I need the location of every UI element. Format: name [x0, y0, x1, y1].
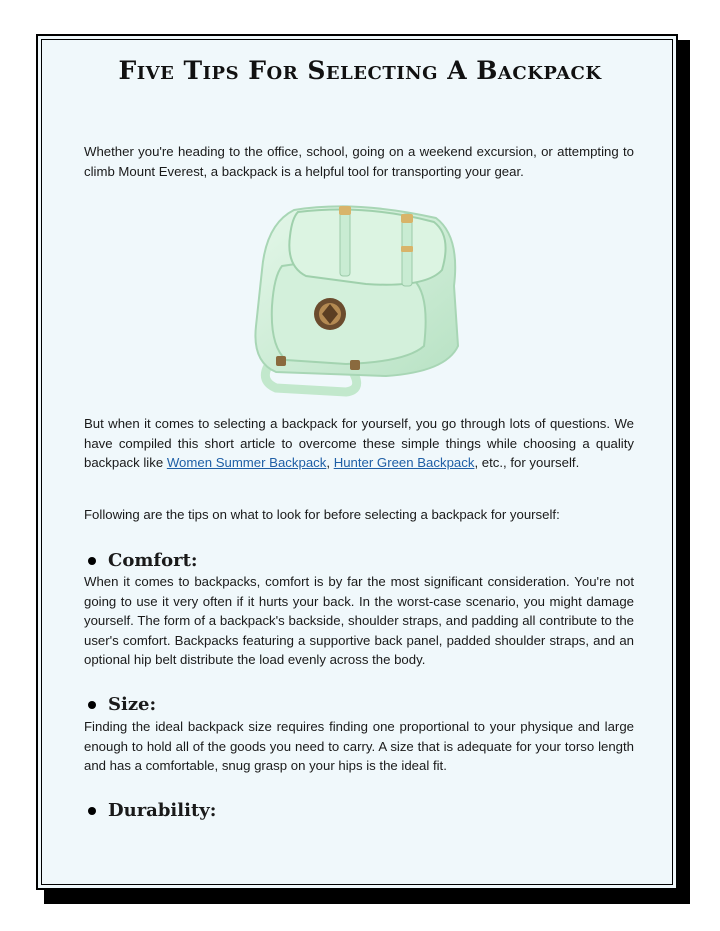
link-separator: ,: [326, 455, 334, 470]
bullet-icon: [88, 807, 96, 815]
comfort-heading: [88, 550, 198, 571]
backpack-illustration-icon: [246, 196, 472, 402]
selection-text-start: But when it comes to selecting a backpack for yourself, you go through lots of questions. We have compiled this short article to overcome these simple things while choosing a quality backpack like: [84, 416, 634, 470]
comfort-paragraph: When it comes to backpacks, comfort is by far the most significant consideration. You're not going to use it very often if it hurts your back. In the worst-case scenario, you might damage yourself. The form of a backpack's backside, shoulder straps, and padding all contribute to the user's comfort. Backpacks featuring a supportive back panel, padded shoulder straps, and an optional hip belt distribute the load evenly across the body.: [84, 574, 634, 667]
bullet-icon: [88, 557, 96, 565]
comfort-heading-text: Comfort:: [108, 550, 198, 571]
hunter-green-backpack-link[interactable]: Hunter Green Backpack: [333, 455, 475, 470]
selection-paragraph: [84, 414, 634, 473]
backpack-image: [246, 196, 472, 402]
women-summer-backpack-link[interactable]: Women Summer Backpack: [166, 455, 327, 470]
document-title: Five Tips For Selecting A Backpack: [118, 56, 602, 85]
intro-paragraph: Whether you're heading to the office, school, going on a weekend excursion, or attempting to climb Mount Everest, a backpack is a helpful tool for transporting your gear.: [84, 144, 634, 179]
durability-heading-text: Durability:: [108, 800, 217, 821]
size-paragraph: Finding the ideal backpack size requires finding one proportional to your physique and large enough to hold all of the goods you need to carry. A size that is adequate for your torso length and has a comfortable, snug grasp on your hips is the ideal fit.: [84, 719, 634, 773]
tips-intro-paragraph: Following are the tips on what to look for before selecting a backpack for yourself:: [84, 507, 560, 522]
size-heading-text: Size:: [108, 694, 157, 715]
bullet-icon: [88, 701, 96, 709]
size-heading: [88, 694, 156, 715]
selection-text-end: , etc., for yourself.: [474, 455, 580, 470]
durability-heading: [88, 800, 216, 821]
